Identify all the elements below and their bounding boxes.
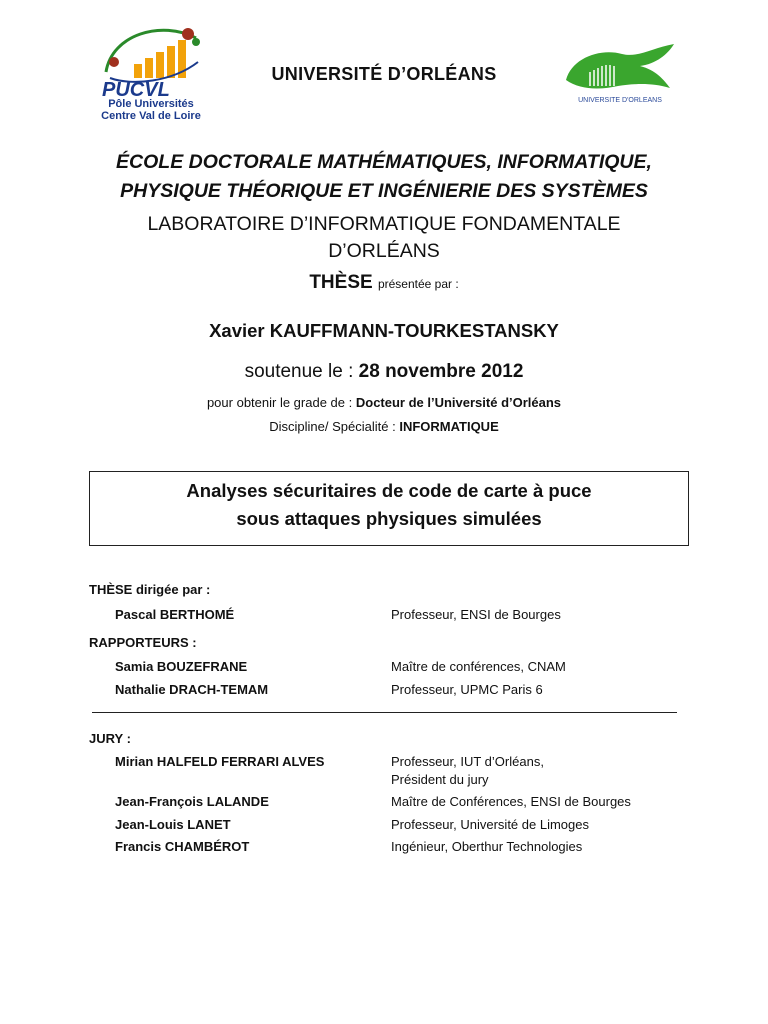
discipline-value: INFORMATIQUE [399,419,499,434]
jury-member-role-extra: Président du jury [391,772,489,787]
thesis-title-line-2: sous attaques physiques simulées [236,508,542,529]
pucvl-caption-line1: Pôle Universités [108,98,194,110]
rapporteur-name: Nathalie DRACH-TEMAM [115,682,269,697]
soutenue-label: soutenue le : [244,361,354,382]
presentee-label: présentée par : [377,277,459,291]
rapporteurs-label: RAPPORTEURS : [89,635,197,650]
divider [92,712,677,713]
jury-member-role: Professeur, Université de Limoges [391,817,589,832]
university-name: UNIVERSITÉ D’ORLÉANS [271,64,497,84]
jury-member-name: Jean-Louis LANET [115,817,231,832]
these-line [0,272,768,294]
uo-logo-caption: UNIVERSITE D'ORLEANS [578,97,662,104]
directed-by-label: THÈSE dirigée par : [89,582,211,597]
thesis-title-line-1: Analyses sécuritaires de code de carte à puce [186,480,592,501]
grade-line [0,395,768,410]
jury-member-role: Professeur, IUT d’Orléans, [391,754,544,769]
jury-label: JURY : [89,731,131,746]
author-name: Xavier KAUFFMANN-TOURKESTANSKY [209,320,559,341]
ecole-doctorale [0,148,768,206]
jury-member-role: Ingénieur, Oberthur Technologies [391,839,583,854]
director-name: Pascal BERTHOMÉ [115,607,235,622]
pucvl-caption-line2: Centre Val de Loire [101,110,201,122]
director-role: Professeur, ENSI de Bourges [391,607,561,622]
these-label: THÈSE [309,272,373,293]
labo-line-2: D’ORLÉANS [328,240,440,262]
rapporteur-role: Professeur, UPMC Paris 6 [391,682,543,697]
defense-date: 28 novembre 2012 [358,361,524,382]
jury-member-name: Francis CHAMBÉROT [115,839,250,854]
rapporteur-role: Maître de conférences, CNAM [391,659,566,674]
grade-label: pour obtenir le grade de : [206,395,353,410]
discipline-label: Discipline/ Spécialité : [269,419,396,434]
thesis-title-box [89,471,689,546]
rapporteur-name: Samia BOUZEFRANE [115,659,248,674]
labo-line-1: LABORATOIRE D’INFORMATIQUE FONDAMENTALE [147,213,621,235]
jury-member-name: Mirian HALFELD FERRARI ALVES [115,754,325,769]
laboratoire [0,211,768,265]
jury-member-name: Jean-François LALANDE [115,794,269,809]
grade-value: Docteur de l’Université d’Orléans [355,395,562,410]
jury-member-role: Maître de Conférences, ENSI de Bourges [391,794,631,809]
discipline-line [0,419,768,434]
ecole-line-1: ÉCOLE DOCTORALE MATHÉMATIQUES, INFORMATIQUE, [116,151,652,173]
ecole-line-2: PHYSIQUE THÉORIQUE ET INGÉNIERIE DES SYSTÈMES [120,180,648,202]
defense-date-line [0,361,768,383]
pucvl-logo-text: PUCVL [102,79,170,101]
